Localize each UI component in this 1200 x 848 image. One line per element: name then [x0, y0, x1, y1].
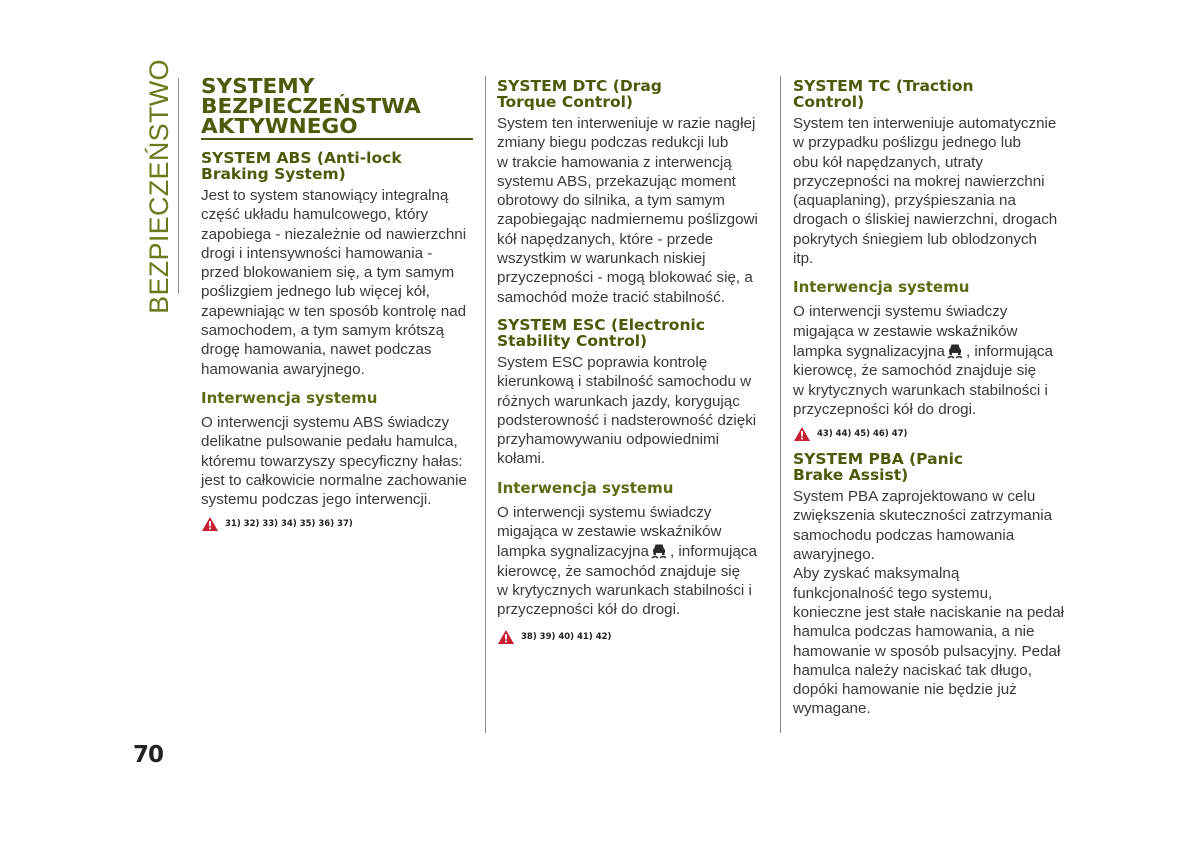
warning-note [201, 515, 473, 533]
esc-intervention-body [497, 503, 767, 620]
esc-intervention-heading: Interwencja systemu [497, 478, 674, 497]
pba-heading: SYSTEM PBA (Panic Brake Assist) [793, 450, 964, 485]
column-divider [485, 76, 486, 733]
esc-body: System ESC poprawia kontrolę kierunkową i stabilność samochodu w różnych warunkach jazdy, korygując podsterowność i nadsterowność dzięki przyhamowywaniu odpowiednimi kołami. [497, 353, 757, 468]
warning-triangle-icon [497, 629, 515, 645]
esc-skid-car-icon [650, 541, 668, 559]
esc-heading: SYSTEM ESC (Electronic Stability Control) [497, 315, 705, 350]
tc-intervention-text-pre: O interwencji systemu świadczy migająca w zestawie wskaźników lampka sygnalizacyjna [793, 303, 1018, 360]
tc-heading: SYSTEM TC (Traction Control) [793, 77, 974, 111]
abs-heading: SYSTEM ABS (Anti-lock Braking System) [201, 149, 402, 183]
abs-intervention-heading: Interwencja systemu [201, 388, 378, 407]
title-underline [201, 138, 473, 140]
warning-references: 43) 44) 45) 46) 47) [817, 429, 908, 440]
esc-intervention-text-pre: O interwencji systemu świadczy migająca w zestawie wskaźników lampka sygnalizacyjna [497, 503, 722, 561]
warning-note [793, 425, 1065, 443]
side-tab [139, 58, 179, 314]
warning-references: 38) 39) 40) 41) 42) [521, 631, 612, 642]
dtc-heading: SYSTEM DTC (Drag Torque Control) [497, 77, 662, 111]
warning-triangle-icon [793, 426, 811, 442]
page-title: SYSTEMY BEZPIECZEŃSTWA AKTYWNEGO [201, 74, 421, 138]
esc-skid-car-icon [946, 341, 964, 359]
pba-body: System PBA zaprojektowano w celu zwiększenia skuteczności zatrzymania samochodu podczas hamowania awaryjnego. Aby zyskać maksymalną funkcjonalność tego systemu, konieczne jest stałe naciskanie na pedał hamulca podczas hamowania, a nie hamowanie w sposób pulsacyjny. Pedał hamulca należy naciskać tak długo, dopóki hamowanie nie będzie już wymagane. [793, 488, 1065, 718]
side-tab-label: BEZPIECZEŃSTWO [143, 58, 174, 314]
esc-intervention-text-post: , informująca kierowcę, że samochód znajduje się w krytycznych warunkach stabilności i przyczepności kół do drogi. [497, 543, 757, 619]
column-2 [497, 76, 767, 654]
page-number: 70 [133, 742, 164, 768]
warning-references: 31) 32) 33) 34) 35) 36) 37) [225, 519, 353, 530]
tc-intervention-text-post: , informująca kierowcę, że samochód znajduje się w krytycznych warunkach stabilności i przyczepności kół do drogi. [793, 342, 1053, 418]
column-3 [793, 76, 1065, 719]
abs-body: Jest to system stanowiący integralną część układu hamulcowego, który zapobiega - niezależnie od nawierzchni drogi i intensywności hamowania - przed blokowaniem się, a tym samym poślizgiem jednego lub więcej kół, zapewniając w ten sposób kontrolę nad samochodem, a tym samym krótszą drogę hamowania, nawet podczas hamowania awaryjnego. [201, 187, 467, 378]
side-divider [178, 78, 179, 294]
warning-triangle-icon [201, 516, 219, 532]
abs-intervention-body: O interwencji systemu ABS świadczy delikatne pulsowanie pedału hamulca, któremu towarzyszy specyficzny hałas: jest to całkowicie normalne zachowanie systemu podczas jego interwencji. [201, 413, 467, 509]
column-1 [201, 76, 473, 541]
warning-note [497, 628, 767, 646]
tc-body: System ten interweniuje automatycznie w przypadku poślizgu jednego lub obu kół napędzanych, utraty przyczepności na mokrej nawierzchni (aquaplaning), przyśpieszania na drogach o śliskiej nawierzchni, drogach pokrytych śniegiem lub oblodzonych itp. [793, 115, 1058, 268]
dtc-body: System ten interweniuje w razie nagłej zmiany biegu podczas redukcji lub w trakcie hamowania z interwencją systemu ABS, przekazując moment obrotowy do silnika, a tym samym zapobiegając nadmiernemu poślizgowi kół napędzanych, które - przede wszystkim w warunkach niskiej przyczepności - mogą blokować się, a samochód może tracić stabilność. [497, 115, 758, 306]
tc-intervention-body [793, 302, 1065, 419]
tc-intervention-heading: Interwencja systemu [793, 278, 970, 297]
column-divider [780, 76, 781, 733]
